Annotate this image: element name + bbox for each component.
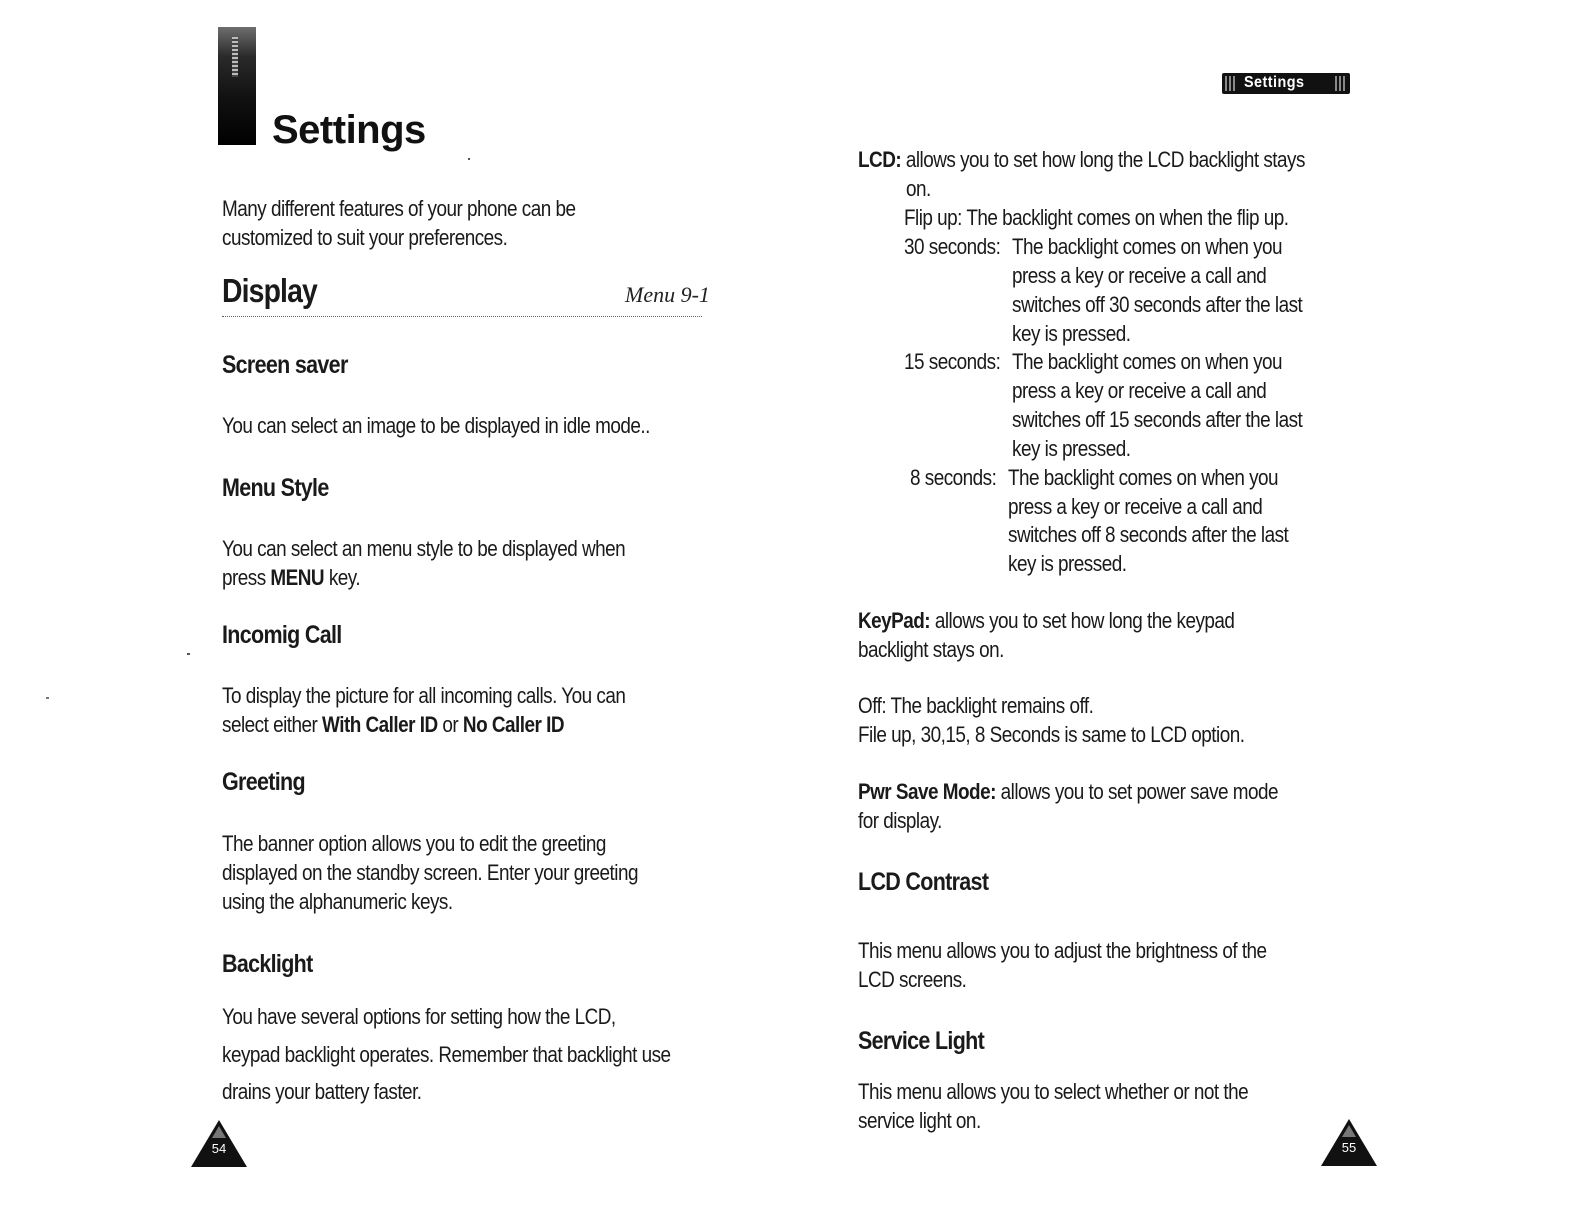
lcd-text: on.	[906, 176, 931, 201]
lcd-option-8-text: press a key or receive a call and	[1008, 494, 1263, 519]
menu-style-text: You can select an menu style to be displayed when	[222, 536, 626, 561]
menu-style-text: press MENU key.	[222, 565, 361, 590]
service-light-text: This menu allows you to select whether or not the	[858, 1079, 1249, 1104]
heading-lcd-contrast: LCD Contrast	[858, 868, 989, 896]
lcd-label: LCD:	[858, 147, 902, 172]
keypad-same-text: File up, 30,15, 8 Seconds is same to LCD option.	[858, 722, 1245, 747]
incoming-call-text: To display the picture for all incoming calls. You can	[222, 683, 626, 708]
scan-speck	[46, 697, 49, 699]
lcd-option-15-text: switches off 15 seconds after the last	[1012, 407, 1303, 432]
option-no-caller-id: No Caller ID	[462, 712, 564, 737]
lcd-contrast-text: LCD screens.	[858, 967, 967, 992]
lcd-option-15-text: key is pressed.	[1012, 436, 1131, 461]
lcd-option-15-text: The backlight comes on when you	[1012, 349, 1283, 374]
heading-service-light: Service Light	[858, 1027, 985, 1055]
lcd-option-8-text: switches off 8 seconds after the last	[1008, 522, 1289, 547]
keypad-off-text: Off: The backlight remains off.	[858, 693, 1094, 718]
backlight-text: drains your battery faster.	[222, 1079, 422, 1104]
lcd-option-8-label: 8 seconds:	[910, 465, 997, 490]
keypad-label: KeyPad:	[858, 608, 931, 633]
lcd-option-30-text: key is pressed.	[1012, 321, 1131, 346]
page-number: 54	[211, 1141, 227, 1156]
keypad-text: backlight stays on.	[858, 637, 1004, 662]
lcd-option-8-text: The backlight comes on when you	[1008, 465, 1279, 490]
pwr-save-text: for display.	[858, 808, 942, 833]
lcd-contrast-text: This menu allows you to adjust the brightness of the	[858, 938, 1267, 963]
greeting-text: displayed on the standby screen. Enter your greeting	[222, 860, 638, 885]
page-title: Settings	[272, 108, 426, 152]
greeting-text: using the alphanumeric keys.	[222, 889, 453, 914]
section-title-display: Display	[222, 272, 317, 309]
heading-incoming-call: Incomig Call	[222, 621, 342, 649]
page-number: 55	[1341, 1140, 1357, 1155]
incoming-call-text: select either With Caller ID or No Caller ID	[222, 712, 564, 737]
backlight-text: You have several options for setting how the LCD,	[222, 1004, 616, 1029]
lcd-option-30-text: The backlight comes on when you	[1012, 234, 1283, 259]
lcd-option-15-label: 15 seconds:	[904, 349, 1001, 374]
heading-screen-saver: Screen saver	[222, 351, 348, 379]
lcd-option-30-text: press a key or receive a call and	[1012, 263, 1267, 288]
heading-greeting: Greeting	[222, 768, 305, 796]
lcd-option-30-text: switches off 30 seconds after the last	[1012, 292, 1303, 317]
option-with-caller-id: With Caller ID	[322, 712, 438, 737]
service-light-text: service light on.	[858, 1108, 981, 1133]
intro-line: customized to suit your preferences.	[222, 225, 508, 250]
lcd-option-flip-up: Flip up: The backlight comes on when the flip up.	[904, 205, 1289, 230]
menu-key-label: MENU	[270, 565, 325, 590]
scan-speck	[187, 653, 190, 655]
lcd-option-30-label: 30 seconds:	[904, 234, 1001, 259]
page-number-badge	[190, 1118, 248, 1168]
intro-line: Many different features of your phone can be	[222, 196, 576, 221]
greeting-text: The banner option allows you to edit the greeting	[222, 831, 606, 856]
chapter-marker-bar	[218, 27, 256, 145]
pwr-save-text: Pwr Save Mode: allows you to set power save mode	[858, 779, 1279, 804]
pwr-save-label: Pwr Save Mode:	[858, 779, 996, 804]
menu-reference: Menu 9-1	[625, 282, 710, 307]
page-number-badge	[1320, 1117, 1378, 1167]
lcd-option-15-text: press a key or receive a call and	[1012, 378, 1267, 403]
section-divider	[222, 316, 702, 317]
lcd-text: LCD: allows you to set how long the LCD backlight stays	[858, 147, 1305, 172]
keypad-text: KeyPad: allows you to set how long the keypad	[858, 608, 1235, 633]
heading-backlight: Backlight	[222, 950, 313, 978]
lcd-option-8-text: key is pressed.	[1008, 551, 1127, 576]
scan-speck	[468, 158, 470, 160]
heading-menu-style: Menu Style	[222, 474, 329, 502]
screen-saver-text: You can select an image to be displayed in idle mode..	[222, 413, 650, 438]
header-tab-settings: Settings	[1222, 73, 1350, 94]
backlight-text: keypad backlight operates. Remember that backlight use	[222, 1042, 671, 1067]
